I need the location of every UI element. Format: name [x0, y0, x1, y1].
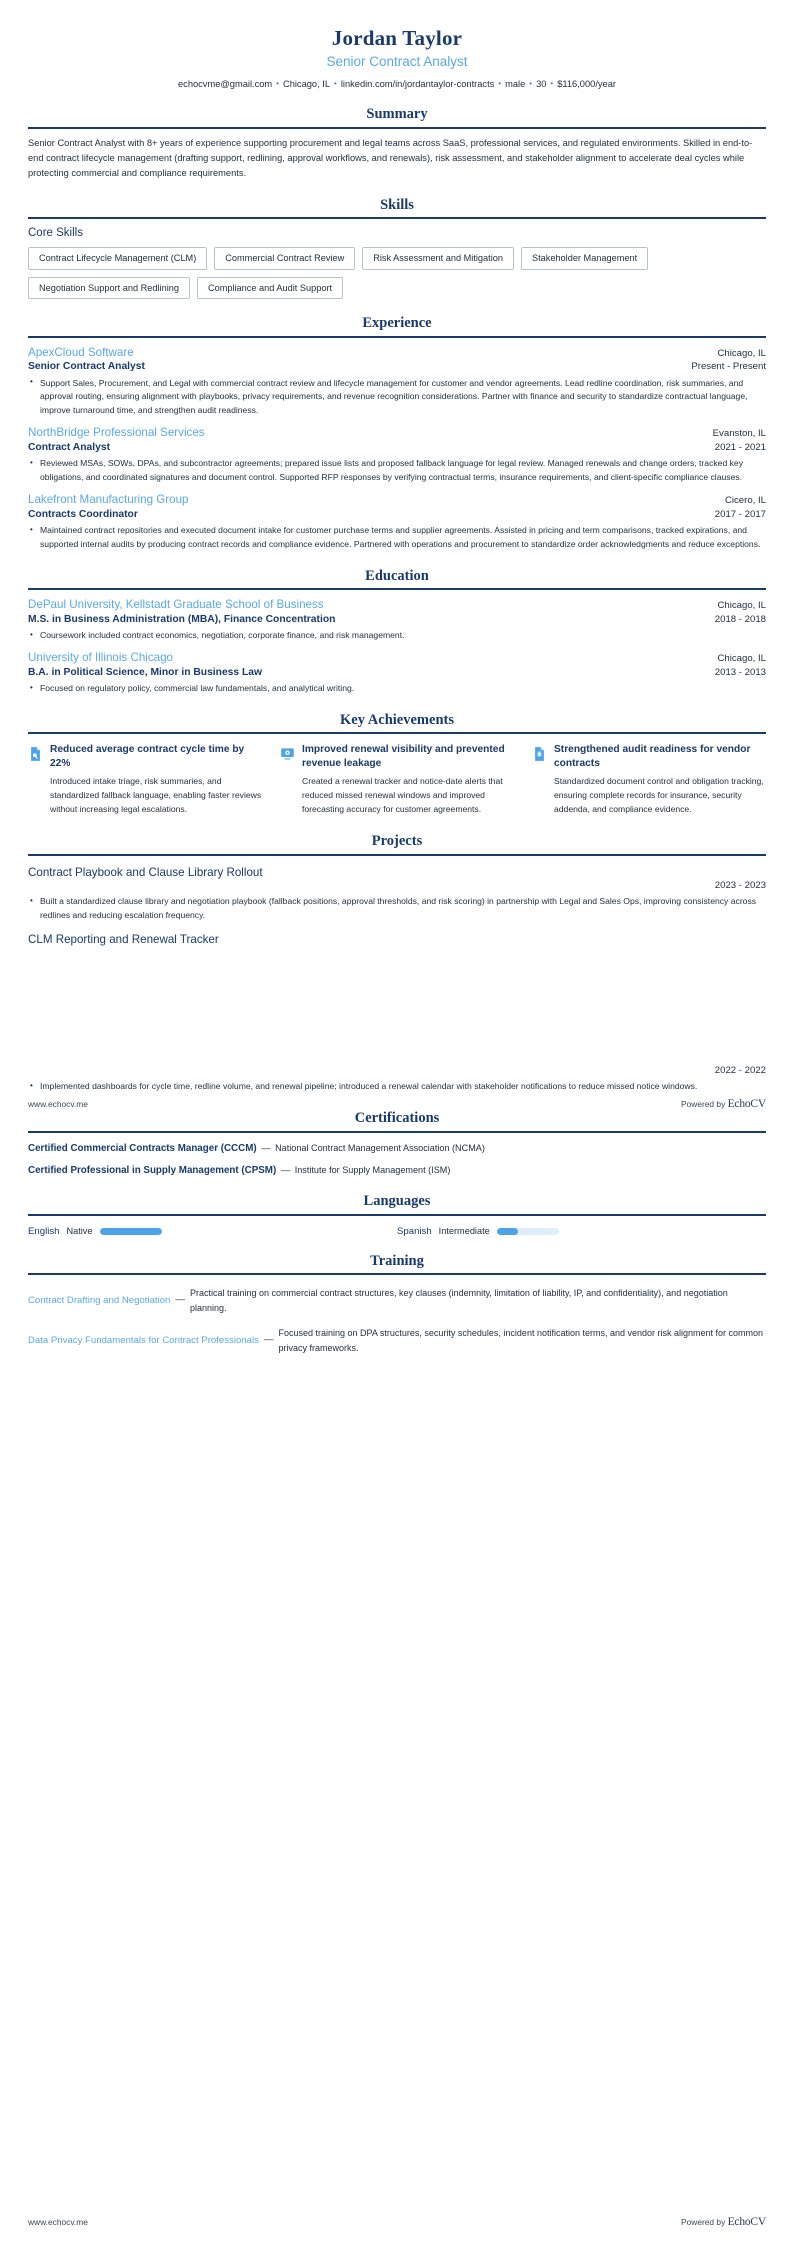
training-dash: — [175, 1293, 185, 1305]
entry-organization: University of Illinois Chicago [28, 651, 173, 665]
entry-bullets [28, 682, 766, 696]
project-item [28, 932, 766, 1094]
project-dates: 2023 - 2023 [714, 879, 766, 891]
entry-location: Chicago, IL [717, 600, 766, 612]
section-divider [28, 732, 766, 734]
resume-header [28, 0, 766, 90]
entry-location: Chicago, IL [717, 347, 766, 359]
project-bullets [28, 895, 766, 923]
entry-subheader-row [28, 613, 766, 626]
entry-bullets [28, 377, 766, 419]
entry-header-row [28, 598, 766, 612]
contact-separator: • [334, 79, 337, 89]
entry-subheader-row [28, 360, 766, 373]
project-bullets [28, 1080, 766, 1094]
certification-issuer: National Contract Management Association (NCMA) [275, 1142, 485, 1153]
certification-name: Certified Professional in Supply Management (CPSM) [28, 1164, 277, 1176]
entry-subheader-row [28, 508, 766, 521]
language-proficiency-fill [497, 1228, 519, 1235]
entry-bullets [28, 524, 766, 552]
footer-powered-by [681, 2216, 766, 2228]
contact-item[interactable]: echocvme@gmail.com [178, 79, 273, 90]
entry-role: M.S. in Business Administration (MBA), Finance Concentration [28, 613, 336, 625]
entry-dates: Present - Present [691, 361, 766, 373]
training-description: Practical training on commercial contract structures, key clauses (indemnity, limitation of liability, IP, and confidentiality), and negotiation planning. [189, 1287, 728, 1313]
certification-dash: — [258, 1142, 274, 1153]
section-divider [28, 588, 766, 590]
contact-separator: • [498, 79, 502, 89]
certification-item [28, 1164, 766, 1177]
project-title: CLM Reporting and Renewal Tracker [28, 932, 219, 946]
bullet-item: • Maintained contract repositories and executed document intake for customer purchase terms and supplier agreements. Assisted in pricing and term comparisons, tracked expirations, and supported internal audits by producing contract records and compliance evidence. Partnered with operations and procurement to standardize order acknowledgments and reduce exceptions. [28, 524, 766, 552]
section-heading-certifications: Certifications [354, 1110, 440, 1127]
project-dates: 2022 - 2022 [714, 1064, 766, 1076]
contact-item[interactable]: $116,000/year [557, 79, 616, 90]
document-certificate-icon [532, 745, 547, 763]
entry-location: Evanston, IL [712, 428, 766, 440]
entry-role: Senior Contract Analyst [28, 361, 145, 373]
language-name: Spanish [397, 1225, 432, 1237]
entry-role: B.A. in Political Science, Minor in Business Law [28, 666, 263, 678]
language-name: English [28, 1225, 60, 1237]
training-description: Focused training on DPA structures, security schedules, incident notification terms, and vendor risk alignment for common privacy frameworks. [278, 1328, 764, 1353]
certification-name: Certified Commercial Contracts Manager (CCCM) [28, 1142, 257, 1154]
entry-location: Chicago, IL [717, 653, 766, 665]
page-break-gap [28, 947, 766, 1065]
language-level: Intermediate [438, 1226, 490, 1237]
entry-organization: DePaul University, Kellstadt Graduate School of Business [28, 598, 324, 612]
page-title: Jordan Taylor [331, 26, 463, 50]
section-skills [28, 197, 766, 300]
page-footer [28, 2216, 766, 2228]
section-divider [28, 1214, 766, 1216]
monitor-chart-icon [280, 745, 295, 763]
bullet-item: • Focused on regulatory policy, commercial law fundamentals, and analytical writing. [28, 682, 766, 696]
achievement-title: Improved renewal visibility and prevented revenue leakage [302, 744, 505, 769]
entry-header-row [28, 426, 766, 440]
section-languages [28, 1193, 766, 1236]
resume-entry [28, 493, 766, 552]
entry-role: Contracts Coordinator [28, 508, 138, 520]
achievement-body [50, 743, 262, 817]
achievement-description: Standardized document control and obligation tracking, ensuring complete records for insurance, security addenda, and compliance evidence. [554, 776, 764, 815]
education-list [28, 598, 766, 696]
skill-chip: Compliance and Audit Support [197, 277, 343, 300]
language-level: Native [66, 1226, 93, 1237]
resume-entry [28, 598, 766, 643]
footer-url[interactable]: www.echocv.me [28, 2217, 88, 2227]
section-heading-experience: Experience [362, 315, 432, 332]
bullet-item: • Built a standardized clause library and negotiation playbook (fallback positions, approval thresholds, and risk scoring) in partnership with Legal and Sales Ops, improving consistency across redlines and reducing escalation frequency. [28, 895, 766, 923]
project-item [28, 865, 766, 923]
section-heading-education: Education [365, 567, 429, 584]
section-heading-summary: Summary [366, 106, 428, 123]
entry-organization: Lakefront Manufacturing Group [28, 493, 189, 507]
resume-entry [28, 651, 766, 696]
section-heading-projects: Projects [371, 833, 423, 850]
skill-chip: Stakeholder Management [521, 247, 648, 270]
achievement-item [28, 743, 262, 817]
language-proficiency-fill [100, 1228, 162, 1235]
footer-powered-label: Powered by [681, 1099, 728, 1109]
entry-bullets [28, 629, 766, 643]
achievement-title: Reduced average contract cycle time by 22% [50, 744, 245, 769]
resume-entry [28, 346, 766, 419]
summary-text: Senior Contract Analyst with 8+ years of experience supporting procurement and legal teams across SaaS, professional services, and regulated environments. Skilled in end-to-end contract lifecycle management (drafting support, redlining, approval workflows, and renewals), risk assessment, and stakeholder alignment to accelerate deal cycles while protecting commercial and compliance requirements. [28, 137, 753, 178]
section-heading-training: Training [370, 1252, 424, 1269]
entry-dates: 2013 - 2013 [714, 666, 766, 678]
entry-dates: 2018 - 2018 [714, 613, 766, 625]
certification-item [28, 1142, 766, 1155]
project-title: Contract Playbook and Clause Library Rollout [28, 865, 263, 879]
section-divider [28, 127, 766, 129]
section-achievements [28, 712, 766, 817]
section-divider [28, 336, 766, 338]
training-list [28, 1286, 766, 1355]
section-training [28, 1253, 766, 1356]
language-list [28, 1226, 766, 1237]
entry-dates: 2017 - 2017 [714, 508, 766, 520]
contact-item[interactable]: Chicago, IL [282, 79, 331, 90]
entry-header-row [28, 493, 766, 507]
skill-chip: Contract Lifecycle Management (CLM) [28, 247, 207, 270]
entry-organization: ApexCloud Software [28, 345, 134, 359]
contact-item[interactable]: linkedin.com/in/jordantaylor-contracts [340, 79, 495, 90]
training-name: Contract Drafting and Negotiation [28, 1294, 171, 1306]
document-search-icon [28, 745, 43, 763]
section-heading-skills: Skills [380, 196, 414, 213]
entry-organization: NorthBridge Professional Services [28, 426, 205, 440]
section-summary [28, 106, 766, 181]
section-heading-achievements: Key Achievements [340, 712, 454, 729]
skill-chip-list [28, 247, 766, 299]
achievement-description: Introduced intake triage, risk summaries, and standardized fallback language, enabling faster reviews without increasing legal escalations. [50, 776, 262, 815]
bullet-item: • Implemented dashboards for cycle time, redline volume, and renewal pipeline; introduced a renewal calendar with stakeholder notifications to reduce missed notice windows. [28, 1080, 766, 1094]
bullet-item: • Coursework included contract economics, negotiation, corporate finance, and risk management. [28, 629, 766, 643]
training-dash: — [263, 1334, 274, 1346]
certification-issuer: Institute for Supply Management (ISM) [294, 1164, 451, 1175]
skill-chip: Risk Assessment and Mitigation [362, 247, 514, 270]
footer-powered-by [681, 1098, 766, 1110]
footer-url[interactable]: www.echocv.me [28, 1099, 88, 1109]
skill-chip: Negotiation Support and Redlining [28, 277, 190, 300]
page-footer [28, 1098, 766, 1110]
footer-brand: EchoCV [727, 1098, 766, 1110]
training-item [28, 1326, 766, 1355]
section-projects [28, 833, 766, 1094]
achievement-description: Created a renewal tracker and notice-date alerts that reduced missed renewal windows and improved forecasting accuracy for customer agreements. [302, 776, 503, 815]
entry-role: Contract Analyst [28, 441, 111, 453]
achievement-title: Strengthened audit readiness for vendor contracts [554, 744, 751, 769]
language-proficiency-bar [497, 1228, 559, 1235]
language-item [28, 1226, 397, 1237]
language-item [397, 1226, 766, 1237]
training-item [28, 1286, 766, 1315]
contact-line [28, 78, 766, 90]
section-divider [28, 1273, 766, 1275]
contact-separator: • [550, 79, 554, 89]
entry-header-row [28, 346, 766, 360]
contact-item[interactable]: 30 [536, 79, 547, 90]
experience-list [28, 346, 766, 552]
skill-chip: Commercial Contract Review [214, 247, 355, 270]
section-certifications [28, 1110, 766, 1177]
footer-brand: EchoCV [727, 2216, 766, 2228]
entry-bullets [28, 457, 766, 485]
achievement-item [532, 743, 766, 817]
certification-list [28, 1142, 766, 1177]
entry-dates: 2021 - 2021 [714, 441, 766, 453]
entry-subheader-row [28, 441, 766, 454]
achievement-list [28, 743, 766, 817]
certification-dash: — [278, 1164, 293, 1175]
bullet-item: • Reviewed MSAs, SOWs, DPAs, and subcontractor agreements; prepared issue lists and proposed fallback language for legal review. Managed renewals and change orders, tracked key obligations, and coordinated signatures and document control. Supported RFP responses by verifying contractual terms, insurance requirements, and client-specific compliance clauses. [28, 457, 766, 485]
entry-subheader-row [28, 666, 766, 679]
training-name: Data Privacy Fundamentals for Contract Professionals [28, 1335, 259, 1347]
achievement-body [302, 743, 514, 817]
skills-group-title: Core Skills [28, 227, 83, 240]
section-divider [28, 217, 766, 219]
section-divider [28, 854, 766, 856]
section-heading-languages: Languages [363, 1193, 431, 1210]
contact-separator: • [276, 79, 279, 89]
contact-separator: • [529, 79, 533, 89]
entry-header-row [28, 651, 766, 665]
footer-powered-label: Powered by [681, 2217, 728, 2227]
resume-entry [28, 426, 766, 485]
entry-location: Cicero, IL [724, 495, 766, 507]
section-education [28, 568, 766, 696]
contact-item[interactable]: male [505, 79, 526, 90]
header-job-title: Senior Contract Analyst [326, 54, 468, 70]
achievement-body [554, 743, 766, 817]
section-experience [28, 315, 766, 552]
bullet-item: • Support Sales, Procurement, and Legal with commercial contract review and lifecycle management for customer and vendor agreements. Lead redline coordination, risk summaries, and approval routing, ensuring alignment with playbooks, privacy requirements, and revenue recognition considerations. Partner with finance and security to standardize contractual language, improve turnaround time, and strengthen audit readiness. [28, 377, 766, 419]
language-proficiency-bar [100, 1228, 162, 1235]
achievement-item [280, 743, 514, 817]
section-divider [28, 1131, 766, 1133]
